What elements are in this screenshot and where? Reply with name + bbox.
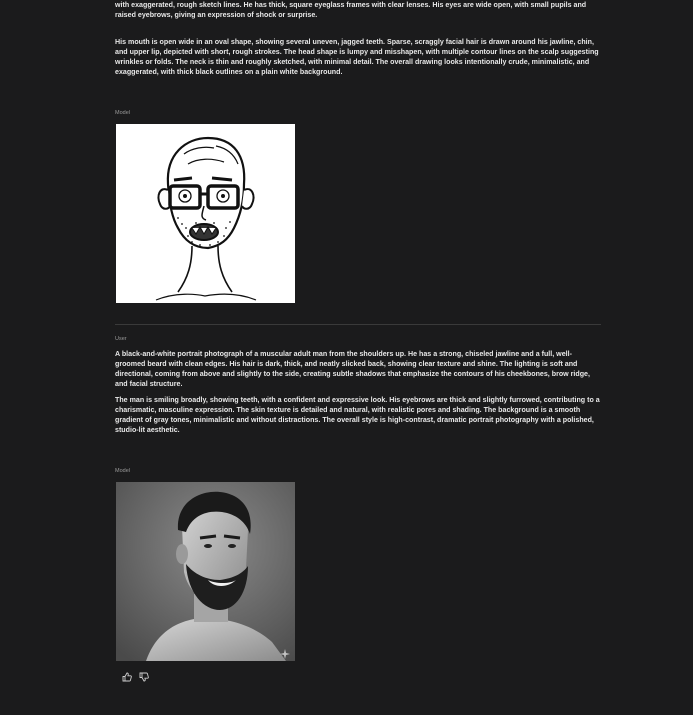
- generated-image-portrait[interactable]: [116, 482, 295, 661]
- model-role-label: Model: [115, 110, 130, 116]
- generated-image-sketch[interactable]: [116, 124, 295, 303]
- thumbs-down-icon[interactable]: [139, 672, 149, 682]
- prompt-paragraph-1: with exaggerated, rough sketch lines. He has thick, square eyeglass frames with clear lenses. His eyes are wide open, with small pupils and raised eyebrows, giving an expression of shock or surprise.: [115, 1, 587, 19]
- user-paragraph-2: The man is smiling broadly, showing teeth, with a confident and expressive look. His eyebrows are thick and slightly furrowed, contributing to a charismatic, masculine expression. The skin texture is detailed and natural, with realistic pores and shading. The background is a smooth gradient of gray tones, minimalistic and without distractions. The overall style is high-contrast, dramatic portrait photography with a polished, studio-lit aesthetic.: [115, 396, 600, 434]
- user-role-label: User: [115, 336, 127, 342]
- turn-divider: [115, 324, 601, 325]
- thumbs-up-icon[interactable]: [122, 672, 132, 682]
- sparkle-icon: [280, 646, 290, 656]
- bearded-man-portrait-photo: [116, 482, 295, 661]
- prompt-paragraph-2: His mouth is open wide in an oval shape, showing several uneven, jagged teeth. Sparse, scraggly facial hair is drawn around his jawline, chin, and upper lip, depicted with short, rough strokes. The head shape is lumpy and misshapen, with multiple contour lines on the scalp suggesting wrinkles or folds. The neck is thin and roughly sketched, with minimal detail. The overall drawing looks intentionally crude, minimalistic, and exaggerated, with thick black outlines on a plain white background.: [115, 38, 599, 76]
- model-role-label-2: Model: [115, 468, 130, 474]
- user-paragraph-1: A black-and-white portrait photograph of a muscular adult man from the shoulders up. He has a strong, chiseled jawline and a full, well-groomed beard with clean edges. His hair is dark, thick, and neatly slicked back, showing clear texture and shine. The lighting is soft and directional, coming from above and slightly to the side, creating subtle shadows that emphasize the contours of his cheekbones, brow ridge, and facial structure.: [115, 350, 590, 388]
- cartoon-bald-man-sketch: [116, 124, 295, 303]
